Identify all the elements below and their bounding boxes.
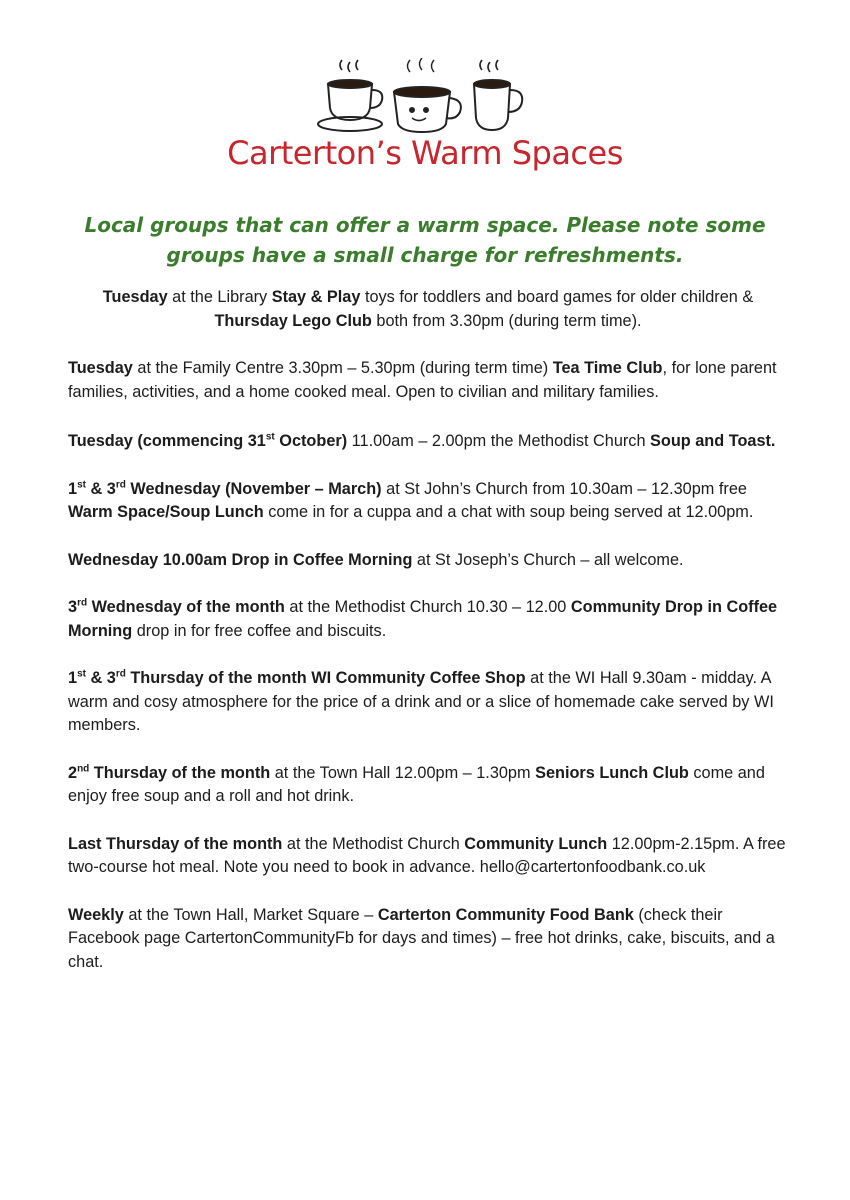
entry-day: 3rd Wednesday of the month [68,597,285,616]
entry-text: at St John’s Church from 10.30am – 12.30pm free [381,479,747,498]
entry-event: Community Lunch [464,834,608,853]
warm-spaces-list [68,286,788,974]
entry-text: at the Town Hall 12.00pm – 1.30pm [270,763,536,782]
entry-soup-and-toast [68,430,788,454]
entry-text: (check their Facebook page CartertonCommunityFb for days and times) – free hot drinks, cake, biscuits, and a chat. [68,905,775,971]
entry-text: at the WI Hall 9.30am - midday. A warm and cosy atmosphere for the price of a drink and or a slice of homemade cake served by WI members. [68,669,774,734]
entry-seniors-lunch-club [68,762,788,809]
entry-wi-coffee-shop [68,667,788,738]
entry-text: at St Joseph’s Church – all welcome. [412,550,684,569]
entry-library-stay-play [68,286,788,333]
entry-event: Community Drop in Coffee Morning [68,598,778,640]
entry-text: at the Methodist Church [282,834,465,853]
entry-event: Warm Space/Soup Lunch [68,503,264,521]
intro-text: Local groups that can offer a warm space. Please note some groups have a small charge for refreshments. [84,213,766,267]
entry-event: Wednesday 10.00am Drop in Coffee Morning [68,550,413,569]
entry-day: Tuesday (commencing 31st October) [68,431,348,450]
entry-day: Last Thursday of the month [68,834,283,853]
entry-warm-space-soup-lunch [68,478,788,525]
page-title: Carterton’s Warm Spaces [227,134,623,172]
entry-day: 1st & 3rd Wednesday (November – March) [68,479,382,498]
coffee-cups-illustration [312,58,532,138]
entry-text: both from 3.30pm (during term time). [371,311,642,330]
coffee-cup-icon [474,60,522,130]
entry-community-drop-in [68,596,788,643]
entry-text: 12.00pm-2.15pm. A free two-course hot meal. Note you need to book in advance. hello@cartertonfoodbank.co.uk [68,834,786,876]
entry-community-lunch [68,833,788,880]
entry-day: 1st & 3rd Thursday of the month WI Community Coffee Shop [68,668,526,687]
entry-text: at the Library [167,288,272,306]
entry-event: Thursday Lego Club [214,311,372,330]
entry-day: Weekly [68,905,124,924]
entry-event: Stay & Play [271,288,361,306]
coffee-cup-icon [394,58,461,132]
entry-event: Tea Time Club [552,359,663,377]
coffee-cup-icon [318,60,382,131]
entry-tea-time-club [68,357,788,404]
entry-text: at the Town Hall, Market Square – [123,905,378,924]
entry-event: Carterton Community Food Bank [377,905,634,924]
entry-text: drop in for free coffee and biscuits. [132,621,387,640]
entry-text: at the Methodist Church 10.30 – 12.00 [284,598,571,616]
entry-event: Soup and Toast. [650,432,776,450]
entry-text: toys for toddlers and board games for older children & [360,288,754,306]
entry-text: at the Family Centre 3.30pm – 5.30pm (during term time) [132,359,553,377]
entry-day: Tuesday [68,359,133,377]
entry-text: come in for a cuppa and a chat with soup being served at 12.00pm. [263,503,754,521]
entry-day: Tuesday [102,288,168,306]
entry-drop-in-coffee-morning [68,549,788,573]
entry-event: Seniors Lunch Club [535,763,689,782]
entry-food-bank [68,904,788,975]
entry-day: 2nd Thursday of the month [68,763,271,782]
entry-text: come and enjoy free soup and a roll and hot drink. [68,763,765,805]
entry-text: , for lone parent families, activities, and a home cooked meal. Open to civilian and military families. [68,359,777,401]
entry-text: 11.00am – 2.00pm the Methodist Church [347,432,651,450]
